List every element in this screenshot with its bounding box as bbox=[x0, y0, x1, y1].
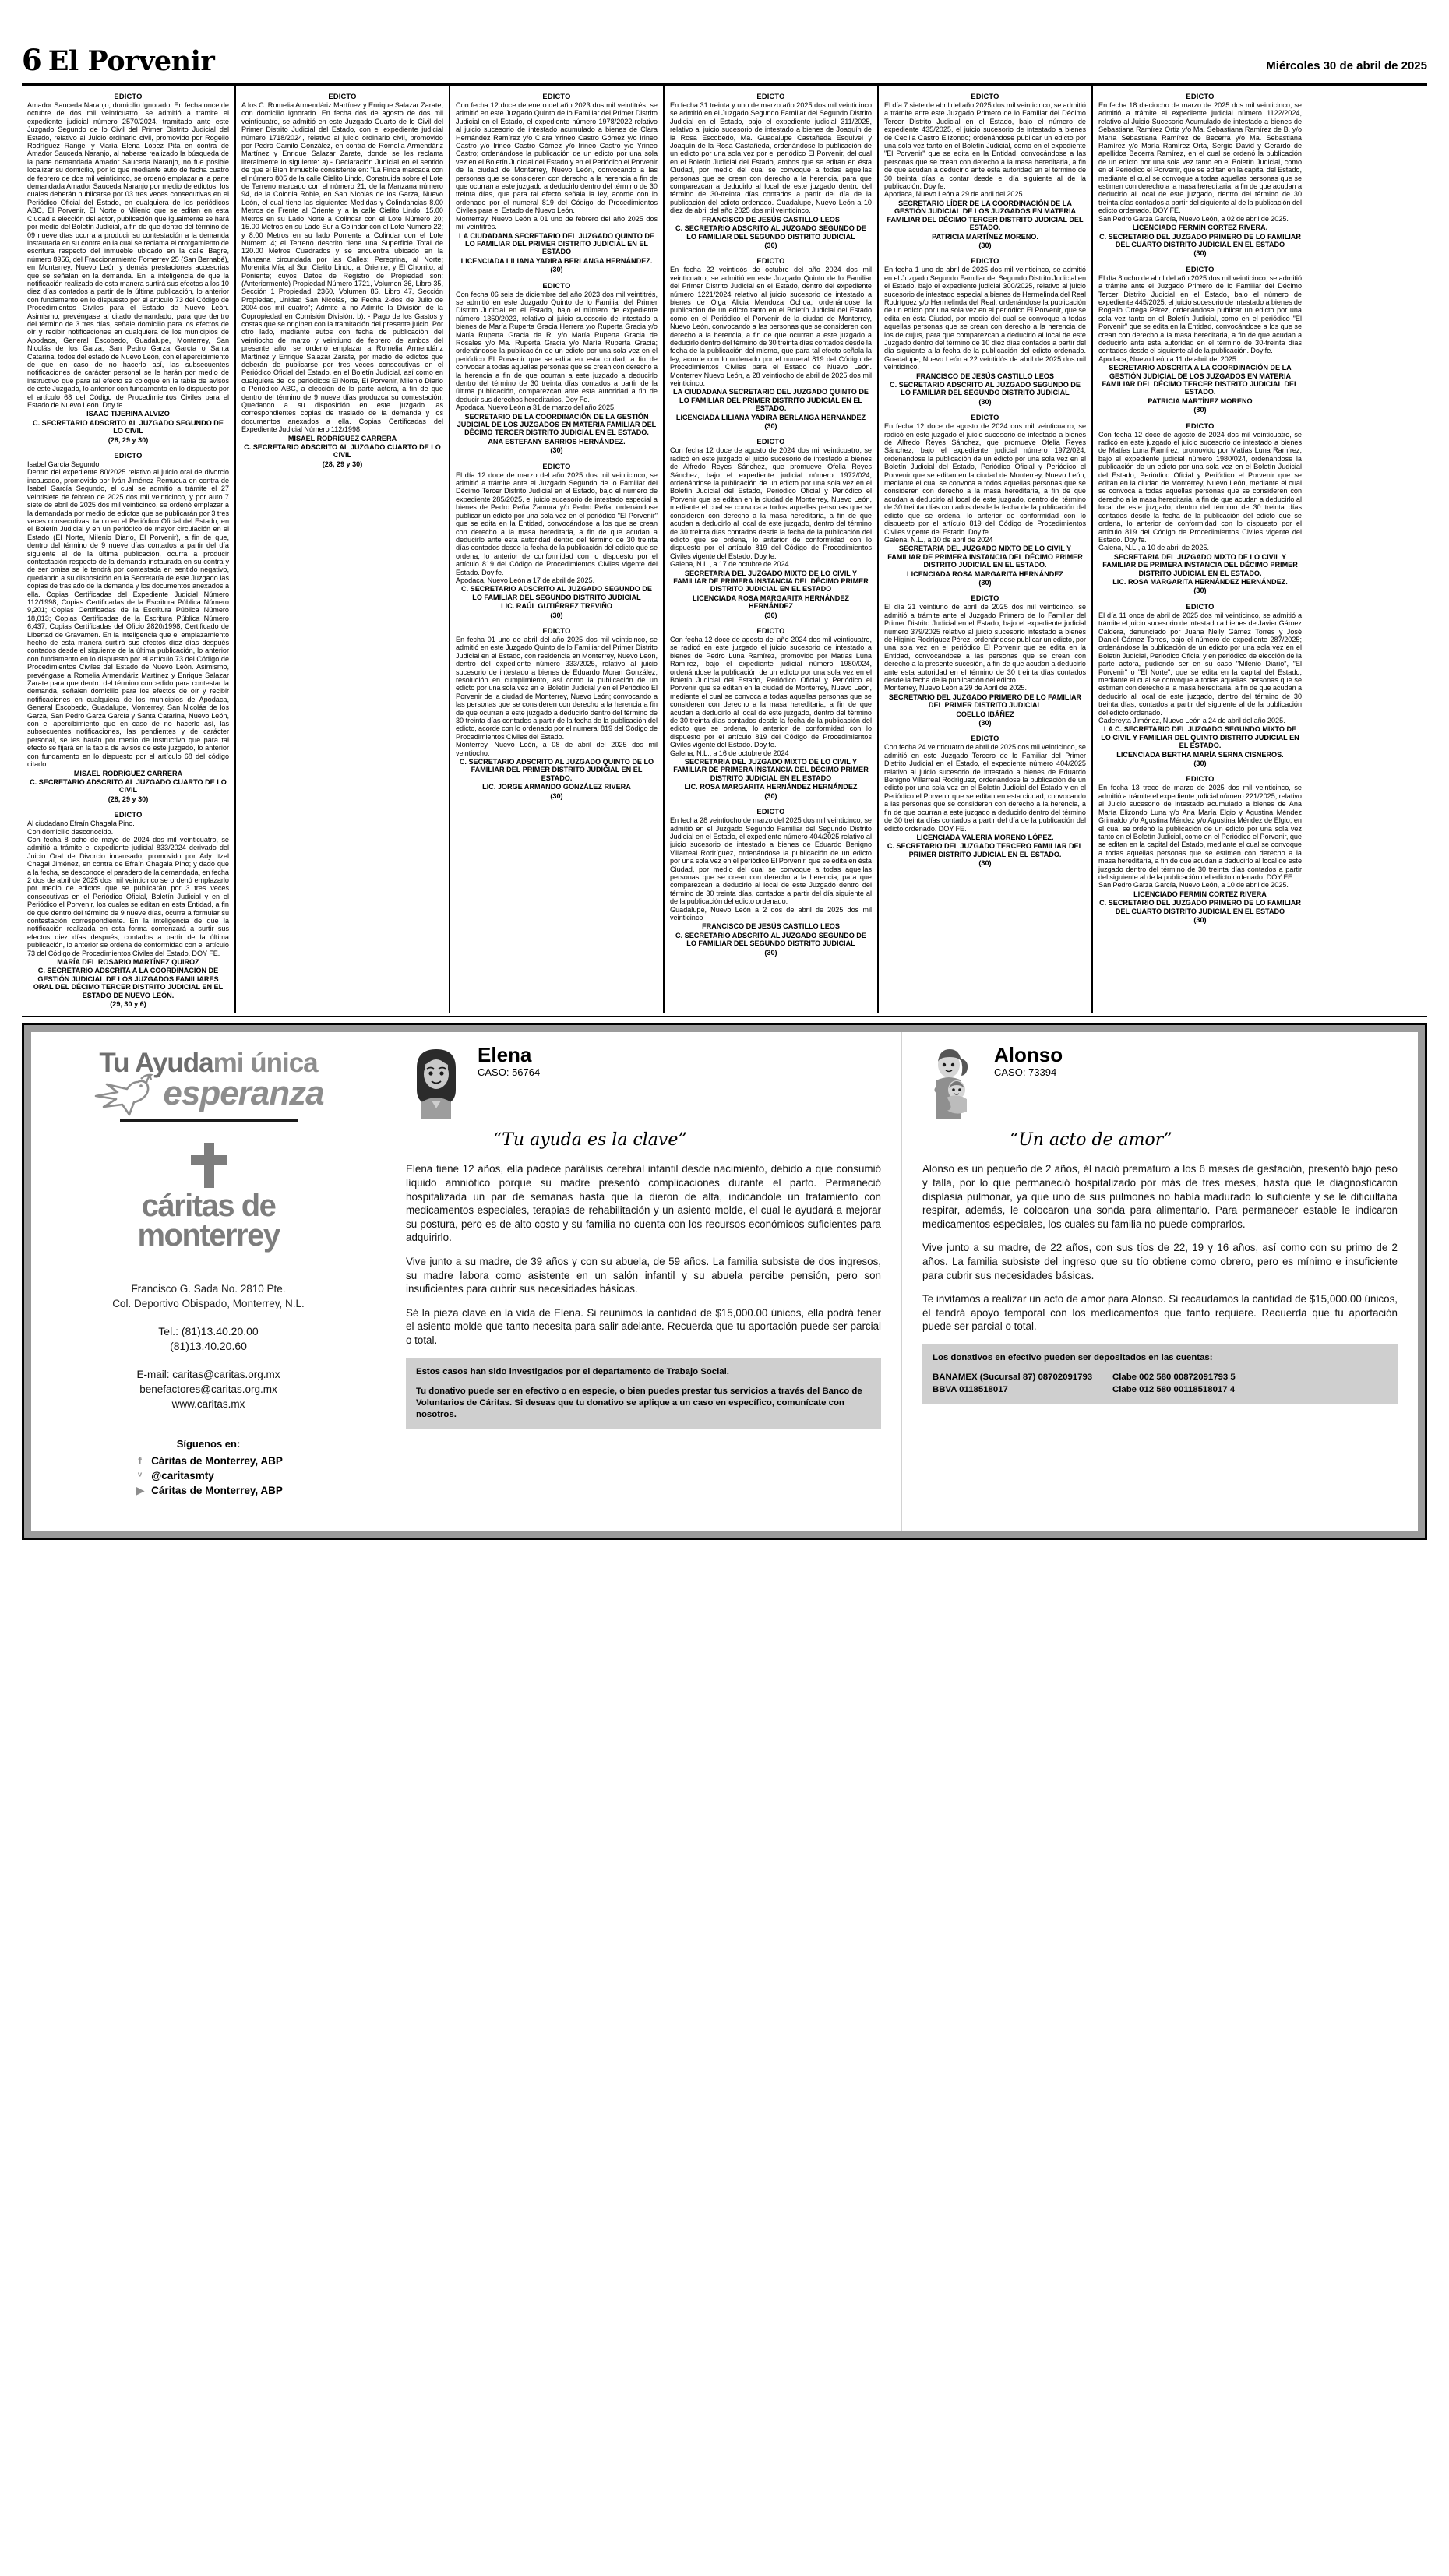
case-name: Elena bbox=[478, 1043, 532, 1067]
classifieds-column bbox=[665, 86, 879, 1013]
case-header bbox=[922, 1045, 1398, 1119]
social-label: Cáritas de Monterrey, ABP bbox=[151, 1485, 283, 1497]
ad-caritas-logo bbox=[44, 1143, 373, 1253]
edict-signature: LA CIUDADANA SECRETARIO DEL JUZGADO QUINTO DE LO FAMILIAR DEL PRIMER DISTRITO JUDICIAL EN EL ESTADO bbox=[459, 231, 654, 256]
edict-signature: (30) bbox=[550, 266, 563, 274]
edict-body: En fecha 12 doce de agosto de 2024 dos mil veinticuatro, se radicó en este juzgado el juicio sucesorio de intestado a bienes de Alfredo Reyes Sánchez, que promueve Ofelia Reyes Sánchez, bajo el expediente judicial número 1972/024, ordenándose la publicación de un edicto por una sola vez en el Boletín Judicial del Estado, Periódico Oficial y Periódico el Porvenir que se editan en la ciudad de Monterrey, Nuevo León, mediante el cual se convoca a todos aquellas personas que se consideren con derecho a la masa hereditaria, a fin de que acudan a deducirlo al local de este juzgado, dentro del término de 30 treinta días contados desde la fecha de la publicación del edicto que se ordena, lo anterior de conformidad con lo dispuesto por el artículo 819 del Código de Procedimientos Civiles vigente del Estado. Doy fe. bbox=[884, 422, 1086, 536]
edict-body: El día 8 ocho de abril del año 2025 dos mil veinticinco, se admitió a trámite ante el Juzgado Primero de lo Familiar del Décimo Tercer Distrito Judicial en el Estado, bajo el número de expediente 445/2025, el juicio sucesorio de intestado a bienes de Rogelio Ortega Pérez, ordenándose publicar un edicto por una sola vez tanto en el Boletín Judicial, como en el periódico "El Porvenir" que se edita en la Entidad, convocándose a los que se crean con derecho a la masa hereditaria, a fin de que acudan a deducirlo ante esta autoridad en el término de 30-treinta días contados desde el siguiente al de la publicación. Doy fe. bbox=[1098, 273, 1302, 355]
newspaper-title: El Porvenir bbox=[48, 45, 215, 77]
edict-signature: SECRETARIA DEL JUZGADO MIXTO DE LO CIVIL Y FAMILIAR DE PRIMERA INSTANCIA DEL DÉCIMO PRIMER DISTRITO JUDICIAL EN EL ESTADO bbox=[673, 569, 869, 594]
edict-body: El día 21 veintiuno de abril de 2025 dos mil veinticinco, se admitió a trámite ante el Juzgado Primero de lo Familiar del Primer Distrito Judicial en el Estado, bajo el expediente judicial número 379/2025 relativo al juicio sucesorio intestado a bienes de Higinio Rodríguez Pérez, ordenándose publicar un edicto, por una sola vez en el periódico El Porvenir que se edita en la Entidad, convocándose a las personas que se crean con derecho a la presente sucesión, a fin de que acudan a deducirlo ante esta autoridad en el término de 30 treinta días contados desde la fecha de la publicación del edicto. bbox=[884, 603, 1086, 684]
edict-signature: PATRICIA MARTÍNEZ MORENO bbox=[1148, 396, 1253, 405]
classifieds-column bbox=[22, 86, 236, 1013]
mother-and-baby-avatar bbox=[922, 1045, 983, 1119]
ad-address bbox=[44, 1281, 373, 1311]
edict-signature: C. SECRETARIO ADSCRITA A LA COORDINACIÓN DE GESTIÓN JUDICIAL DE LOS JUZGADOS FAMILIARES ORAL DEL DÉCIMO TERCER DISTRITO JUDICIAL EN EL ESTADO DE NUEVO LEÓN. bbox=[33, 967, 224, 999]
edict-body: Galena, N.L., a 10 de abril de 2024 bbox=[884, 535, 993, 544]
edict-separator bbox=[670, 430, 872, 435]
girl-avatar bbox=[406, 1045, 467, 1119]
edict-body: En fecha 1 uno de abril de 2025 dos mil veinticinco, se admitió en el Juzgado Segundo Familiar del Segundo Distrito Judicial en el Estado, bajo el expediente judicial 300/2025, relativo al juicio sucesorio de intestado especial a bienes de Hermelinda del Real Rodríguez y/o Hermelinda del Real, ordenándose la publicación de un edicto por una sola vez en el periódico El Porvenir, que se edita en ésta Ciudad, por medio del cual se convoque a todas aquellas personas que se crean con derecho a la herencia de los de cujus, para que comparezcan a deducirlo al local de este Juzgado dentro del término de 10 diez días contados a partir del día siguiente a la fecha de la publicación del edicto ordenado. Guadalupe, Nuevo León a 22 veintidós de abril de 2025 dos mil veinticinco. bbox=[884, 266, 1086, 372]
edict-body: Con domicilio desconocido. bbox=[27, 827, 114, 836]
edict-body: Con fecha 24 veinticuatro de abril de 2025 dos mil veinticinco, se admitió en este Juzgado Tercero de lo Familiar del Primer Distrito Judicial en el Estado, el expediente número 404/2025 relativo al juicio sucesorio de intestado a bienes de Eduardo Benigno Villarreal Rodríguez, ordenándose la publicación de un edicto por una sola vez en el Boletín Judicial del Estado y en el Periódico el Porvenir que se editan en esta ciudad, convocando a las personas que se consideren con derecho a la herencia, a fin de que ocurran a este juzgado a deducirlo dentro del término de 30 treinta días contados a partir del día de la publicación del edicto ordenado. DOY FE. bbox=[884, 743, 1086, 833]
edict-body: Apodaca, Nuevo León a 29 de abril del 2025 bbox=[884, 190, 1023, 199]
ad-dove-row bbox=[44, 1073, 373, 1118]
edict-body: Apodaca, Nuevo León a 31 de marzo del año 2025. bbox=[456, 403, 616, 412]
caritas-advertisement bbox=[22, 1023, 1427, 1540]
edict-signature: (30) bbox=[978, 859, 992, 868]
edict-signature: ISAAC TIJERINA ALVIZO bbox=[86, 410, 170, 418]
edict-signature: (29, 30 y 6) bbox=[110, 1000, 146, 1009]
case-number: CASO: 56764 bbox=[478, 1066, 541, 1079]
facebook-icon: f bbox=[138, 1454, 142, 1468]
edict-separator bbox=[27, 803, 229, 808]
case-paragraph: Alonso es un pequeño de 2 años, él nació prematuro a los 6 meses de gestación, presentó bajo peso y talla, por lo que permaneció hospitalizado por más de tres meses, hasta que le diagnosticaron displasia pulmonar, ya que uno de sus pulmones no había madurado lo suficiente y se le dificultaba respirar, además, le colocaron una sonda para alimentarlo. Para permanecer estable le indicaron medicamentos especiales, los cuales su familia no puede comprarlos. bbox=[922, 1163, 1398, 1230]
ad-tel-line-1: Tel.: (81)13.40.20.00 bbox=[158, 1325, 259, 1338]
case-number: CASO: 73394 bbox=[994, 1066, 1057, 1079]
edict-separator bbox=[27, 444, 229, 449]
classifieds-column bbox=[450, 86, 665, 1013]
edict-separator bbox=[670, 249, 872, 254]
edict-signature: (30) bbox=[978, 578, 992, 587]
ad-address-line-1: Francisco G. Sada No. 2810 Pte. bbox=[131, 1283, 286, 1295]
edict-signature: (30) bbox=[978, 241, 992, 249]
edict-signature: MARÍA DEL ROSARIO MARTÍNEZ QUIROZ bbox=[57, 958, 199, 967]
edict-separator bbox=[456, 619, 658, 624]
edict-signature: (30) bbox=[1193, 406, 1207, 414]
edict-signature: SECRETARIA DEL JUZGADO MIXTO DE LO CIVIL Y FAMILIAR DE PRIMERA INSTANCIA DEL DÉCIMO PRIMER DISTRITO JUDICIAL EN EL ESTADO. bbox=[887, 544, 1083, 569]
edict-signature: LICENCIADA ROSA MARGARITA HERNÁNDEZ HERNÁNDEZ bbox=[693, 594, 849, 611]
edict-body: Apodaca, Nuevo León a 17 de abril de 2025. bbox=[456, 576, 595, 584]
ad-email-2[interactable]: benefactores@caritas.org.mx bbox=[139, 1383, 277, 1396]
masthead-brand bbox=[22, 43, 215, 77]
edict-body: Cadereyta Jiménez, Nuevo León a 24 de abril del año 2025. bbox=[1098, 717, 1285, 725]
ad-social-list bbox=[134, 1454, 283, 1498]
edict-body: Al ciudadano Efraín Chagala Pino. bbox=[27, 819, 135, 828]
edict-heading: EDICTO bbox=[971, 414, 999, 422]
ad-caritas-line-1: cáritas de bbox=[141, 1189, 276, 1224]
edict-body: Con fecha 8 ocho de mayo de 2024 dos mil veinticuatro, se admitió a trámite el expediente judicial 833/2024 derivado del Juicio Oral de Divorcio incausado, promovido por Ady Itzel Chagal Jiménez, en contra de Efraín Chagala Pino; y dado que a la fecha, se desconoce el paradero de la demandada, en fecha 2 dos de abril de 2025 dos mil veinticinco se ordenó emplazarlo por medio de edictos que se publicarán por 3 tres veces consecutivas en el Periódico Oficial, Boletín Judicial y en el Periódico el Porvenir, los cuales se editan en esta Entidad, a fin de que dentro del término de 9 nueve días, ocurra a formular su contestación correspondiente. En la inteligencia de que la notificación realizada en esta forma comenzará a surtir sus efectos diez días después, contados a partir de la última publicación, lo anterior se ordena de conformidad con el artículo 73 del Código de Procedimientos Civiles del Estado. DOY FE. bbox=[27, 835, 229, 957]
edict-signature: C. SECRETARIO ADSCRITO AL JUZGADO SEGUNDO DE LO FAMILIAR DEL SEGUNDO DISTRITO JUDICIAL bbox=[461, 585, 652, 601]
ad-logo-esperanza: esperanza bbox=[163, 1074, 324, 1113]
edict-heading: EDICTO bbox=[114, 93, 143, 100]
edict-signature: LICENCIADA VALERIA MORENO LÓPEZ. bbox=[916, 833, 1054, 841]
edict-separator bbox=[1098, 767, 1302, 772]
edict-signature: COELLO IBÁÑEZ bbox=[956, 710, 1014, 718]
edict-signature: (28, 29 y 30) bbox=[322, 460, 363, 468]
edict-body: San Pedro Garza García, Nuevo León, a 10 de abril de 2025. bbox=[1098, 881, 1289, 890]
case-story bbox=[922, 1162, 1398, 1334]
case-paragraph: Te invitamos a realizar un acto de amor para Alonso. Si recaudamos la cantidad de $15,000.00 únicos, él tendrá apoyo temporal con los medicamentos que tanto requiere. Recuerda que tu aportación puede ser parcial o total. bbox=[922, 1293, 1398, 1333]
edict-signature: SECRETARIO LÍDER DE LA COORDINACIÓN DE LA GESTIÓN JUDICIAL DE LOS JUZGADOS EN MATERIA FAMILIAR DEL DÉCIMO TERCER DISTRITO JUDICIAL DEL ESTADO. bbox=[887, 199, 1084, 232]
edict-body: En fecha 13 trece de marzo de 2025 dos mil veinticinco, se admitió a trámite el expediente judicial número 221/2025, relativo al Juicio sucesorio de intestado acumulado a bienes de Ana María Elizondo Luna y/o Ana María Elgio y Agustina Méndez Grimaldo y/o Agustina Méndez y/o Agustina Méndez de Elgio, en el cual se ordenó la publicación de un edicto por una sola vez tanto en el Boletín Judicial, como en el Periódico el Porvenir, que se editan en la capital del Estado, mediante el cual se convoque a todas aquellas personas que se estimen con derecho a la masa hereditaria, a fin de que acudan a deducirlo al local de este juzgado dentro del término de 30 treinta días contados a partir del siguiente al de la publicación del edicto ordenado. DOY FE. bbox=[1098, 784, 1302, 881]
edict-signature: ANA ESTEFANY BARRIOS HERNÁNDEZ. bbox=[488, 437, 626, 446]
edict-signature: SECRETARIA DEL JUZGADO MIXTO DE LO CIVIL Y FAMILIAR DE PRIMERA INSTANCIA DEL DÉCIMO PRIMER DISTRITO JUDICIAL EN EL ESTADO bbox=[673, 758, 869, 782]
edict-heading: EDICTO bbox=[756, 808, 785, 816]
edict-signature: LICENCIADO FERMIN CORTEZ RIVERA. bbox=[1132, 224, 1268, 232]
edict-heading: EDICTO bbox=[971, 257, 999, 266]
social-link[interactable] bbox=[134, 1483, 283, 1498]
ad-caritas-cari: cári bbox=[141, 1189, 192, 1224]
edict-signature: LICENCIADA LILIANA YADIRA BERLANGA HERNÁNDEZ bbox=[675, 413, 866, 421]
edict-signature: SECRETARIO ADSCRITA A LA COORDINACIÓN DE LA GESTIÓN JUDICIAL DE LOS JUZGADOS EN MATERIA FAMILIAR DEL DÉCIMO TERCER DISTRITO JUDICIAL DEL ESTADO. bbox=[1102, 364, 1299, 396]
case-footer-note bbox=[406, 1358, 881, 1429]
case-header bbox=[406, 1045, 881, 1119]
edict-separator bbox=[670, 800, 872, 805]
edict-heading: EDICTO bbox=[542, 462, 571, 470]
edict-heading: EDICTO bbox=[1186, 602, 1215, 611]
edict-body: En fecha 22 veintidós de octubre del año 2024 dos mil veinticuatro, se admitió en este Juzgado Quinto de lo Familiar del Primer Distrito Judicial en el Estado, dentro del expediente número 1221/2024 relativo al juicio sucesorio de intestado a bienes de Olga Alicia Mendoza Ochoa; ordenándose la publicación de un edicto tanto en el Boletín Judicial del Estado como en el Periódico el Porvenir de la ciudad de Monterrey, Nuevo León, convocando a las personas que se consideren con derecho a la herencia, a fin de que ocurran a este juzgado a deducirlo dentro del término de 30 treinta días contados desde la fecha de la publicación del mismo, que para tal efecto señala la ley, acorde con lo ordenado por el numeral 819 del Código de Procedimientos Civiles para el Estado de Nuevo León. Monterrey Nuevo León, a 28 veintiocho de abril de 2025 dos mil veinticinco. bbox=[670, 266, 872, 387]
edict-body: Monterrey, Nuevo León, a 08 de abril del 2025 dos mil veintiocho. bbox=[456, 741, 658, 757]
case-story bbox=[406, 1162, 881, 1347]
edict-signature: (28, 29 y 30) bbox=[108, 435, 149, 444]
edict-signature: LIC. RAÚL GUTIÉRREZ TREVIÑO bbox=[501, 602, 612, 611]
edict-heading: EDICTO bbox=[756, 438, 785, 446]
edict-signature: (30) bbox=[1193, 249, 1207, 258]
edict-separator bbox=[1098, 414, 1302, 419]
edict-body: Con fecha 12 doce de agosto de 2024 dos mil veinticuatro, se radicó en este juzgado el juicio sucesorio de intestado a bienes de Matías Luna Ramírez, promovido por Matías Luna Ramírez, bajo el expediente judicial número 1980/024, ordenándose la publicación de un edicto por una sola vez en el Boletín Judicial del Estado, Periódico Oficial y Periódico el Porvenir que se editan en la ciudad de Monterrey, Nuevo León, mediante el cual se convoca a todas aquellas personas que se consideren con derecho a la masa hereditaria, a fin de que acudan a deducirlo al local de este juzgado, dentro del término de 30 treinta días contados desde la fecha de la publicación del edicto que se ordena, lo anterior de conformidad con lo dispuesto por el artículo 819 del Código de Procedimientos Civiles vigente del Estado. Doy fe. bbox=[1098, 430, 1302, 544]
edict-signature: (30) bbox=[550, 446, 563, 455]
edict-body: En fecha 31 treinta y uno de marzo año 2025 dos mil veinticinco se admitió en el Juzgado Segundo Familiar del Segundo Distrito Judicial en el Estado, bajo el expediente judicial 311/2025, relativo al juicio sucesorio de intestado a bienes de Joaquín de la Rosa Escobedo, Ma. Guadalupe Castañeda Esquivel y Joaquín de la Rosa Castañeda, ordenándose la publicación de un edicto por una sola vez por el periódico El Porvenir, del cual en el Boletín Judicial del Estado, ambos que se editan en ésta Ciudad, por medio del cual se convoque a todas aquellas personas que se crean con derecho a la herencia, para que comparezcan a deducirlo al local de este juzgado dentro del término de 30-treinta días contados a partir del día de la publicación del edicto ordenado. Guadalupe, Nuevo León a 10 diez de abril del año 2025 dos mil veinticinco. bbox=[670, 101, 872, 215]
case-paragraph: Sé la pieza clave en la vida de Elena. Si reunimos la cantidad de $15,000.00 únicos, ella podrá tener el asiento molde que tanto necesita para salir adelante. Recuerda que tu aportación puede ser parcial o total. bbox=[406, 1306, 881, 1346]
edict-body: Con fecha 12 doce de agosto del año 2024 dos mil veinticuatro, se radicó en este juzgado el juicio sucesorio de intestado a bienes de Pedro Luna Ramírez, promovido por Matías Luna Ramírez, bajo el expediente judicial número 1980/024, ordenándose la publicación de un edicto por una sola vez en el Boletín Judicial del Estado, Periódico Oficial y Periódico el Porvenir que se editan en la ciudad de Monterrey, Nuevo León, mediante el cual se convoca a todas aquellas personas que se consideren con derecho a la masa hereditaria, a fin de que acudan a deducirlo al local de este juzgado, dentro del término de 30 treinta días contados desde la fecha de la publicación del edicto que se ordena, lo anterior de conformidad con lo dispuesto por el artículo 819 del Código de Procedimientos Civiles vigente del Estado. Doy fe. bbox=[670, 635, 872, 749]
edict-heading: EDICTO bbox=[542, 93, 571, 100]
dove-icon bbox=[93, 1073, 161, 1118]
edict-separator bbox=[1098, 924, 1302, 929]
youtube-icon: ▶ bbox=[136, 1484, 144, 1497]
edict-signature: FRANCISCO DE JESÚS CASTILLO LEOS bbox=[702, 215, 840, 224]
case-paragraph: Elena tiene 12 años, ella padece parálisis cerebral infantil desde nacimiento, debido a que consumió líquido amniótico porque su madre presentó complicaciones durante el parto. Permaneció hospitalizada un par de semanas hasta que la dieron de alta, indicándole un tratamiento con medicamentos especiales, terapias de rehabilitación y un asiento molde, el cual le ayudará a mejorar su postura, pero es de alto costo y su familia no cuenta con los recursos económicos suficientes para adquirirlo. bbox=[406, 1163, 881, 1244]
edict-signature: (30) bbox=[550, 611, 563, 619]
edict-signature: FRANCISCO DE JESÚS CASTILLO LEOS bbox=[702, 922, 840, 931]
edict-separator bbox=[670, 619, 872, 624]
edict-signature: FRANCISCO DE JESÚS CASTILLO LEOS bbox=[916, 372, 1054, 380]
edict-separator bbox=[884, 406, 1086, 411]
edict-signature: LIC. ROSA MARGARITA HERNÁNDEZ HERNÁNDEZ. bbox=[1112, 577, 1288, 586]
edict-separator bbox=[456, 800, 658, 805]
ad-website[interactable]: www.caritas.mx bbox=[171, 1398, 245, 1411]
edict-body: En fecha 18 dieciocho de marzo de 2025 dos mil veinticinco, se admitió a trámite el expediente judicial número 1122/2024, relativo al Juicio Sucesorio Acumulado de intestado a bienes de Sebastiana Ramírez Ortiz y/o Ma. Sebastiana Ramírez de B. y/o María Sebastiana Ramírez de Becerra y/o Ma. Sebastiana Ramírez y/o María Ramírez Orta, Sergio David y Gerardo de apellidos Becerra Ramírez, en el cual se ordenó la publicación de un edicto por una sola vez tanto en el Boletín Judicial, como en el Periódico el Porvenir, que se editan en la capital del Estado, mediante el cual se convoque a todas aquellas personas que se estimen con derecho a la masa hereditaria, a fin de que acudan a deducirlo al local de este juzgado, dentro del término de 30 treinta días contados a partir del siguiente al de la publicación del edicto ordenado. DOY FE. bbox=[1098, 101, 1302, 215]
edict-signature: C. SECRETARIO ADSCRITO AL JUZGADO CUARTO DE LO CIVIL bbox=[244, 443, 441, 460]
case-paragraph: Vive junto a su madre, de 39 años y con su abuela, de 59 años. La familia subsiste de dos ingresos, su madre labora como asistente en un salón infantil y su abuela percibe pensión, pero son insuficientes para cubrir sus necesidades básicas. bbox=[406, 1256, 881, 1295]
edict-body: Guadalupe, Nuevo León a 2 dos de abril de 2025 dos mil veinticinco bbox=[670, 905, 872, 922]
edict-heading: EDICTO bbox=[114, 452, 143, 460]
footer-note-line: Tu donativo puede ser en efectivo o en especie, o bien puedes prestar tus servicios a través del Banco de Voluntarios de Cáritas. Si deseas que tu donativo se aplique a un caso en específico, comunícate con nosotros. bbox=[416, 1386, 862, 1419]
issue-date: Miércoles 30 de abril de 2025 bbox=[1266, 59, 1427, 72]
ad-case-alonso bbox=[901, 1032, 1418, 1531]
edict-separator bbox=[456, 455, 658, 460]
edict-separator bbox=[884, 249, 1086, 254]
edict-heading: EDICTO bbox=[756, 257, 785, 266]
page-number: 6 bbox=[22, 43, 41, 77]
ad-address-line-2: Col. Deportivo Obispado, Monterrey, N.L. bbox=[112, 1298, 305, 1310]
masthead bbox=[22, 0, 1427, 83]
edict-body: Galena, N.L., a 10 de abril de 2025. bbox=[1098, 544, 1209, 552]
edict-signature: SECRETARIO DEL JUZGADO PRIMERO DE LO FAMILIAR DEL PRIMER DISTRITO JUDICIAL bbox=[888, 692, 1082, 710]
edict-signature: LICENCIADA ROSA MARGARITA HERNÁNDEZ bbox=[907, 569, 1063, 578]
edict-separator bbox=[27, 1008, 229, 1013]
edict-separator bbox=[456, 274, 658, 279]
edict-signature: LA CIUDADANA SECRETARIO DEL JUZGADO QUINTO DE LO FAMILIAR DEL PRIMER DISTRITO JUDICIAL EN EL ESTADO. bbox=[673, 388, 869, 413]
edict-body: Isabel García Segundo bbox=[27, 460, 100, 469]
edict-signature: LIC. JORGE ARMANDO GONZÁLEZ RIVERA bbox=[482, 783, 631, 791]
edict-signature: C. SECRETARIO ADSCRITO AL JUZGADO SEGUNDO DE LO CIVIL bbox=[33, 418, 224, 435]
classifieds-column bbox=[236, 86, 450, 1013]
edict-body: A los C. Romelia Armendáriz Martínez y Enrique Salazar Zarate, con domicilio ignorado. En fecha dos de agosto de dos mil veinticuatro, se admitió en este Juzgado Cuarto de lo Civil del Primer Distrito Judicial del Estado, con el expediente judicial número 1718/2024, relativo al juicio ordinario civil, promovido por Pedro Camilo González, en contra de Romelia Armendáriz Martínez y Enrique Salazar Zarate, donde se les reclama literalmente lo siguiente: a).- Declaración Judicial en el sentido de que el Bien Inmueble consistente en: "La Finca marcada con el número 805 de la calle Cielito Lindo, Construida sobre el Lote de Terreno marcado con el número 21, de la Manzana número 94, de la Colonia Roble, en San Nicolás de los Garza, Nuevo León, el cual tiene las siguientes Medidas y Colindancias 8.00 Metros de Frente al Oriente y a la calle Cielito Lindo; 15.00 Metros en su Lado Norte a Colindar con el Lote Número 20; 15.00 Metros en su Lado Sur a Colindar con el Lote Numero 22; y 8.00 Metros en su lado Poniente a Colindar con el Lote Número 4; el Terreno descrito tiene una Superficie Total de 120.00 Metros Cuadrados y se encuentra ubicado en la Manzana circundada por las Calles: Peregrina, al Norte; Morenita Mía, al Sur, Cielito Lindo, al Oriente; y El Chorrito, al Poniente; cuyos Datos de Registro de Propiedad son: (Anteriormente) Propiedad Número 1721, Volumen 36, Libro 35, Sección 1 Propiedad, 2360, Volumen 86, Libro 47, Sección Propiedad, Unidad San Nicolás, de Fecha 2-dos de Julio de 2004-dos mil cuatro"; Admite a no Admite la División de la Copropiedad en Comisión División. b). - Pago de los Gastos y costas que se originen con la tramitación del presente juicio. Por otro lado, mediante autos con fecha de publicación del veintiocho de marzo y veintiuno de febrero de ambos del presente año, se ordenó emplazar a Romelia Armendáriz Martínez y Enrique Salazar Zarate, por medio de edictos que deberán de publicarse por tres veces consecutivas en el Periódico Oficial del Estado, en el Boletín Judicial, así como en cualquiera de los periódicos El Norte, El Porvenir, Milenio Diario o Periódico ABC, a elección de la parte actora, a fin de que dentro del término de 9 nueve días produzca su contestación. Quedando a su disposición en este juzgado las correspondientes copias de traslado de la demanda y los documentos anexados a ella. Copias Certificadas del Expediente Judicial Número 112/1998. bbox=[242, 101, 443, 434]
ad-case-elena bbox=[386, 1032, 901, 1531]
edict-signature: (30) bbox=[550, 791, 563, 800]
edict-separator bbox=[242, 468, 443, 473]
bank-clabe: Clabe 012 580 00118518017 4 bbox=[1112, 1384, 1236, 1394]
case-identity bbox=[478, 1045, 540, 1078]
edict-heading: EDICTO bbox=[1186, 265, 1215, 273]
ad-inner bbox=[31, 1032, 1418, 1531]
edict-signature: (30) bbox=[1193, 587, 1207, 595]
edict-signature: C. SECRETARIO DEL JUZGADO PRIMERO DE LO FAMILIAR DEL CUARTO DISTRITO JUDICIAL EN EL ESTADO bbox=[1099, 232, 1301, 248]
edict-body: Galena, N.L., a 16 de octubre de 2024 bbox=[670, 749, 789, 757]
edict-body: El día 12 doce de marzo del año 2025 dos mil veinticinco, se admitió a trámite ante el Juzgado Segundo de lo Familiar del Décimo Tercer Distrito Judicial en el Estado, bajo el número de expediente 285/2025, el juicio sucesorio de intestado especial a bienes de Pedro Peña Zamora y/o Pedro Peña, ordenándose publicar un edicto por una sola vez en el periódico "El Porvenir" que se edita en la Entidad, convocándose a los que se crean con derecho a la masa hereditaria, a fin de que acudan a deducirlo ante esta autoridad dentro del término de 30 treinta días contados desde la fecha de la publicación del edicto que se ordena, lo anterior de conformidad con lo dispuesto por el artículo 819 del Código de Procedimientos Civiles vigente del Estado. Doy fe. bbox=[456, 470, 658, 576]
edict-body: El día 11 once de abril de 2025 dos mil veinticinco, se admitió a trámite el juicio sucesorio de intestado a bienes de Javier Gámez Caldera, denunciado por Juana Nelly Gámez Torres y José Daniel Gámez Torres, bajo el número de expediente 287/2025; ordenándose la publicación de un edicto por una sola vez en el Boletín Judicial, Periódico Oficial y en periódico de elección de la parte actora, pudiendo ser en su caso "Milenio Diario", "El Porvenir" o "El Norte", que se edita en la capital del Estado, mediante el cual se convoque a todas aquellas personas que se estimen con derecho a la masa hereditaria, a fin de que acudan a deducirlo al local de este juzgado, dentro del término de 30 treinta días, contados a partir del siguiente al de la publicación del edicto ordenado. bbox=[1098, 611, 1302, 717]
case-paragraph: Vive junto a su madre, de 22 años, con sus tíos de 22, 19 y 16 años, así como con su primo de 2 años. La familia subsiste del ingreso que su tío obtiene como obrero, pero es mínimo e insuficiente para cubrir sus necesidades básicas. bbox=[922, 1242, 1398, 1281]
bank-intro: Los donativos en efectivo pueden ser depositados en las cuentas: bbox=[933, 1353, 1213, 1362]
social-label: @caritasmty bbox=[151, 1470, 214, 1482]
edict-signature: C. SECRETARIO ADSCRITO AL JUZGADO SEGUNDO DE LO FAMILIAR DEL SEGUNDO DISTRITO JUDICIAL bbox=[890, 381, 1081, 397]
twitter-icon: ᵛ bbox=[138, 1469, 143, 1482]
classifieds-grid bbox=[22, 86, 1427, 1013]
edict-signature: C. SECRETARIO ADSCRITO AL JUZGADO SEGUNDO DE LO FAMILIAR DEL SEGUNDO DISTRITO JUDICIAL bbox=[675, 931, 866, 948]
edict-signature: LA C. SECRETARIO DEL JUZGADO SEGUNDO MIXTO DE LO CIVIL Y FAMILIAR DEL QUINTO DISTRITO JUDICIAL EN EL ESTADO. bbox=[1101, 725, 1299, 750]
edict-body: Con fecha 12 doce de agosto de 2024 dos mil veinticuatro, se radicó en este juzgado el juicio sucesorio de intestado a bienes de Alfredo Reyes Sánchez, que promueve Ofelia Reyes Sánchez, bajo el expediente judicial número 1972/024, ordenándose la publicación de un edicto por una sola vez en el Boletín Judicial del Estado, Periódico Oficial y Periódico el Porvenir que se editan en la ciudad de Monterrey, Nuevo León, mediante el cual se convoca a todos aquellas personas que se consideren con derecho a la masa hereditaria, a fin de que acudan a deducirlo al local de este juzgado, dentro del término de 30 treinta días contados desde la fecha de la publicación del edicto que se ordena, lo anterior de conformidad con lo dispuesto por el artículo 819 del Código de Procedimientos Civiles vigente del Estado. Doy fe. bbox=[670, 446, 872, 560]
ad-logo-underline bbox=[120, 1119, 298, 1122]
social-link[interactable] bbox=[134, 1468, 283, 1483]
edict-heading: EDICTO bbox=[1186, 421, 1215, 430]
edict-body: Amador Sauceda Naranjo, domicilio Ignorado. En fecha once de octubre de dos mil veinticuatro, se admitió a trámite el expediente judicial número 2570/2024, tramitado ante este Juzgado Segundo de lo Civil del Primer Distrito Judicial del Estado, relativo al Juicio ordinario civil, promovido por Rogelio Rodríguez Rangel y María Elena López Pita en contra de Amador Sauceda Naranjo, al haberse realizado la búsqueda de la parte demandada Amador Sauceda Naranjo, no fue posible localizar su domicilio, por lo que mediante auto de fecha cuatro de febrero de dos mil veinticinco, se ordenó emplazar a la parte demandada Amador Sauceda Naranjo por medio de edictos, los cuales deberán publicarse por 03 tres veces consecutivas en el Periódico Oficial del Estado, en cualquiera de los periódicos ABC, El Porvenir, El Norte o Milenio que se editan en esta Ciudad a elección del actor, publicación que igualmente se hará por medio del Boletín Judicial, a fin de que dentro del término de 09 nueve días ocurra a producir su contestación a la demanda instaurada en su contra en la cual se reclama el otorgamiento de escritura respecto del inmueble ubicado en la calle Bagre, número 8956, del Fraccionamiento Fomerrey 25 (San Bernabé), en Monterrey, Nuevo León y demás prestaciones accesorias que se señalan en la demanda. En la inteligencia de que la notificación realizada de esta manera surtirá sus efectos a los 10 diez días contados a partir de la última publicación, lo anterior con fundamento en lo dispuesto por el artículo 73 del Código de Procedimientos Civiles para el Estado de Nuevo León. Asimismo, prevéngase al citado demandado, para que dentro del término de 3 tres días, señale domicilio para los efectos de oír y recibir notificaciones en cualquiera de los municipios de Apodaca, General Escobedo, Guadalupe, Monterrey, San Nicolás de los Garza, San Pedro Garza García o Santa Catarina, todos del estado de Nuevo León, con el apercibimiento de que en caso de no hacerlo así, las subsecuentes notificaciones de carácter personal se le harán por medio de instructivo que para tal efecto se coloque en la tabla de avisos de este Juzgado, lo anterior con fundamento en lo dispuesto por el artículo 68 del Código de Procedimientos Civiles para el Estado de Nuevo León. Doy fe. bbox=[27, 101, 229, 410]
edict-signature: (30) bbox=[764, 948, 777, 957]
edict-heading: EDICTO bbox=[756, 93, 785, 100]
edict-signature: SECRETARIO DE LA COORDINACIÓN DE LA GESTIÓN JUDICIAL DE LOS JUZGADOS EN MATERIA FAMILIAR DEL DÉCIMO TERCER DISTRITO JUDICIAL EN EL ESTADO. bbox=[457, 412, 657, 437]
edict-heading: EDICTO bbox=[1186, 93, 1215, 100]
edict-signature: (30) bbox=[978, 397, 992, 406]
edict-signature: (30) bbox=[764, 611, 777, 619]
bank-account-row bbox=[933, 1384, 1387, 1397]
ad-caritas-line-2: monterrey bbox=[137, 1218, 280, 1253]
edict-body: Con fecha 12 doce de enero del año 2023 dos mil veintitrés, se admitió en este Juzgado Quinto de lo Familiar del Primer Distrito Judicial en el Estado, el expediente número 1978/2022 relativo al juicio sucesorio de intestado acumulado a bienes de Clara Hernández Ramírez y/o Clara Yrineo Castro Gómez y/o Irineo Castro y/o Irineo Castro Gómez y/o Irineo Castro y/o Yrineo Castro; ordenándose la publicación de un edicto por una sola vez en el Boletín Judicial del Estado y en el Periódico el Porvenir de la ciudad de Monterrey, Nuevo León, convocando a las personas que se consideren con derecho a la herencia a fin de que ocurran a este juzgado a deducirlo dentro del término de 30 treinta días, que para tal efecto señala la ley, acorde con lo ordenado por el numeral 819 del Código de Procedimientos Civiles para el Estado de Nuevo León. bbox=[456, 101, 658, 215]
classifieds-bottom-rule bbox=[22, 1016, 1427, 1017]
bank-name: BANAMEX (Sucursal 87) 08702091793 bbox=[933, 1373, 1093, 1382]
edict-heading: EDICTO bbox=[971, 735, 999, 743]
edict-signature: (30) bbox=[764, 791, 777, 800]
edict-heading: EDICTO bbox=[971, 93, 999, 100]
edict-body: Galena, N.L., a 17 de octubre de 2024 bbox=[670, 560, 789, 569]
ad-caritas-as-de: as de bbox=[201, 1189, 276, 1224]
edict-separator bbox=[884, 587, 1086, 591]
edict-heading: EDICTO bbox=[542, 626, 571, 635]
ad-email-1[interactable]: E-mail: caritas@caritas.org.mx bbox=[136, 1369, 280, 1381]
edict-separator bbox=[1098, 595, 1302, 600]
edict-body: Dentro del expediente 80/2025 relativo al juicio oral de divorcio incausado, promovido por Iván Jiménez Remucua en contra de Isabel García Segundo, el cual se admitió a trámite el 27 veintisiete de febrero de 2025 dos mil veinticinco, y por auto 7 siete de abril de 2025 dos mil veinticinco, se ordenó emplazar a la demandada por medio de edictos que se publicarán por 3 tres veces consecutivas, tanto en el Periódico Oficial del Estado, en el Boletín Judicial y en un periódico de mayor circulación en el Estado (El Norte, Milenio Diario, El Porvenir), a fin de que, dentro del término de 9 nueve días contados a partir del día siguiente al de la última publicación, ocurra a producir contestación respecto de la demanda instaurada en su contra y de ser omisa se le tendrá por contestada en sentido negativo, quedando a su disposición en la Secretaría de este Juzgado las copias de traslado de la demanda y los documentos anexados a ella. Copias Certificadas del Expediente Judicial Número 112/1998; Copias Certificadas de la Escritura Pública Número 9,201; Copias Certificadas de la Escritura Pública Número 18,013; Copias Certificadas de la Escritura Pública Número 6,437; Copias Certificadas del Oficio 2820/1998; Certificado de Libertad de Gravamen. En la inteligencia que el emplazamiento hecho de esta manera surtirá sus efectos diez días después contados desde el siguiente de la última publicación, lo anterior con fundamento en lo dispuesto por el artículo 73 del Código de Procedimientos Civiles del Estado de Nuevo León. Asimismo, prevéngase a Romelia Armendáriz Martínez y Enrique Salazar Zarate para que dentro del término concedido para contestar la demanda, señalen domicilio para los efectos de oír y recibir notificaciones en cualquiera de los municipios de Apodaca, General Escobedo, Guadalupe, Monterrey, San Nicolás de los Garza, San Pedro Garza García y Santa Catarina, Nuevo León, con el apercibimiento que en caso de no hacerlo así, las subsecuentes notificaciones, las pendientes y de carácter personal, se les harán por medio de instructivo que para tal efecto se fijará en la tabla de avisos de este juzgado, lo anterior con fundamento en lo dispuesto por el artículo 68 del código citado. bbox=[27, 468, 229, 769]
edict-heading: EDICTO bbox=[756, 626, 785, 635]
bank-name: BBVA 0118518017 bbox=[933, 1384, 1008, 1394]
edict-separator bbox=[884, 868, 1086, 872]
classifieds-column bbox=[1093, 86, 1307, 1013]
edict-signature: MISAEL RODRÍGUEZ CARRERA bbox=[287, 434, 397, 442]
edict-body: Monterrey, Nuevo León a 01 uno de febrero del año 2025 dos mil veintitrés. bbox=[456, 214, 658, 231]
edict-signature: LICENCIADO FERMIN CORTEZ RIVERA bbox=[1133, 890, 1267, 898]
edict-separator bbox=[670, 957, 872, 961]
social-label: Cáritas de Monterrey, ABP bbox=[151, 1455, 283, 1468]
edict-signature: (30) bbox=[764, 422, 777, 431]
ad-branding-panel bbox=[31, 1032, 386, 1531]
edict-signature: (30) bbox=[764, 241, 777, 249]
edict-signature: C. SECRETARIO ADSCRITO AL JUZGADO QUINTO DE LO FAMILIAR DEL PRIMER DISTRITO JUDICIAL EN EL ESTADO. bbox=[459, 758, 654, 782]
edict-signature: C. SECRETARIO DEL JUZGADO PRIMERO DE LO FAMILIAR DEL CUARTO DISTRITO JUDICIAL EN EL ESTADO bbox=[1099, 899, 1301, 915]
ad-logo-tu-ayuda: Tu Ayuda bbox=[99, 1048, 213, 1079]
bank-account-row bbox=[933, 1372, 1387, 1384]
case-slogan: “Tu ayuda es la clave” bbox=[493, 1130, 687, 1151]
edict-body: San Pedro Garza García, Nuevo León, a 02 de abril de 2025. bbox=[1098, 214, 1289, 223]
edict-signature: PATRICIA MARTÍNEZ MORENO. bbox=[932, 232, 1038, 241]
social-link[interactable] bbox=[134, 1454, 283, 1468]
edict-body: En fecha 01 uno de abril del año 2025 dos mil veinticinco, se admitió en este Juzgado Quinto de lo Familiar del Primer Distrito Judicial en el Estado, con residencia en Monterrey, Nuevo León, dentro del expediente número 333/2025, relativo al juicio sucesorio de intestado a bienes de Eduardo Moran González; resolución en cumplimiento, así como la publicación de un edicto por una sola vez en el Boletín Judicial y en el Periódico El Porvenir de la ciudad de Monterrey, Nuevo León; convocando a las personas que se consideren con derecho a la herencia a fin de que ocurran a este juzgado a deducirlo dentro del término de 30 treinta días contados a partir de la fecha de la publicación del edicto, acorde con lo ordenado por el numeral 819 del Código de Procedimientos Civiles del Estado. bbox=[456, 635, 658, 741]
classifieds-column bbox=[879, 86, 1093, 1013]
case-name: Alonso bbox=[994, 1043, 1063, 1067]
case-footer-note bbox=[922, 1344, 1398, 1404]
edict-signature: MISAEL RODRÍGUEZ CARRERA bbox=[73, 769, 183, 777]
edict-heading: EDICTO bbox=[542, 281, 571, 290]
edict-body: En fecha 28 veintiocho de marzo del 2025 dos mil veinticinco, se admitió en el Juzgado Segundo Familiar del Segundo Distrito Judicial en el Estado, el expediente número 404/2025 relativo al juicio sucesorio de intestado a bienes de Eduardo Benigno Villarreal Rodríguez, ordenándose la publicación de un edicto por una sola vez en el periódico El Porvenir, que se edita en ésta Ciudad, por medio del cual se convoque a todas aquellas personas que se crean con derecho a la herencia, para que comparezcan a deducirlo al local de este Juzgado dentro del término de 30 treinta días, contados a partir del día siguiente al de la publicación del edicto ordenado. bbox=[670, 816, 872, 906]
edict-body: Con fecha 06 seis de diciembre del año 2023 dos mil veintitrés, se admitió en este Juzgado Quinto de lo Familiar del Primer Distrito Judicial en el Estado, bajo el número de expediente número 1350/2023, relativo al juicio sucesorio de intestado a bienes de María Ruperta Gracia Herrera y/o Ruperta Gracia y/o María Ruperta Gracia de R. y/o María Ruperta Gracia de Rosales y/o Ma. Ruperta Gracia y/o María Ruperta Gracia; ordenándose la publicación de un edicto por una sola vez en el periódico El Porvenir que se edita en esta ciudad, a fin de convocar a todas aquellas personas que se crean con derecho a la herencia a fin de que ocurran a este juzgado a deducirlo dentro del término de 30 treinta días contados a partir de la última publicación, comparezcan ante esta autoridad a fin de deducir sus derechos hereditarios. Doy Fe. bbox=[456, 290, 658, 403]
case-slogan: “Un acto de amor” bbox=[1010, 1130, 1172, 1151]
edict-signature: C. SECRETARIO ADSCRITO AL JUZGADO CUARTO DE LO CIVIL bbox=[30, 777, 227, 795]
cross-icon bbox=[187, 1143, 231, 1189]
edict-body: El día 7 siete de abril del año 2025 dos mil veinticinco, se admitió a trámite ante este Juzgado Primero de lo Familiar del Décimo Tercer Distrito Judicial en el Estado, bajo el número de expediente 435/2025, el juicio sucesorio de intestado a bienes de Cecilia Castro Elizondo; ordenándose publicar un edicto por una sola vez tanto en el Boletín Judicial, como en el expediente "El Porvenir" que se edita en la Entidad, convocándose a las personas que se crean con derecho a la masa hereditaria, a fin de que acudan a deducirlo ante esta autoridad en el término de 30 treinta días a contar desde el día siguiente al de la publicación. Doy fe. bbox=[884, 101, 1086, 191]
edict-body: Apodaca, Nuevo León a 11 de abril del 2025. bbox=[1098, 354, 1239, 363]
ad-logo-mi-unica: mi única bbox=[213, 1048, 318, 1079]
ad-telephone bbox=[44, 1324, 373, 1354]
edict-signature: (30) bbox=[1193, 759, 1207, 768]
ad-follow-label: Síguenos en: bbox=[176, 1438, 241, 1450]
edict-heading: EDICTO bbox=[971, 594, 999, 603]
bank-clabe: Clabe 002 580 00872091793 5 bbox=[1112, 1373, 1236, 1382]
edict-signature: C. SECRETARIO DEL JUZGADO TERCERO FAMILIAR DEL PRIMER DISTRITO JUDICIAL EN EL ESTADO. bbox=[887, 842, 1084, 858]
edict-signature: C. SECRETARIO ADSCRITO AL JUZGADO SEGUNDO DE LO FAMILIAR DEL SEGUNDO DISTRITO JUDICIAL bbox=[675, 224, 866, 241]
case-identity bbox=[994, 1045, 1063, 1078]
edict-signature: LICENCIADA LILIANA YADIRA BERLANGA HERNÁNDEZ. bbox=[460, 256, 653, 265]
edict-signature: SECRETARIA DEL JUZGADO MIXTO DE LO CIVIL Y FAMILIAR DE PRIMERA INSTANCIA DEL DÉCIMO PRIMER DISTRITO JUDICIAL EN EL ESTADO. bbox=[1102, 552, 1298, 577]
edict-separator bbox=[884, 727, 1086, 731]
edict-body: Monterrey, Nuevo León a 29 de Abril de 2025. bbox=[884, 684, 1027, 692]
edict-heading: EDICTO bbox=[1186, 775, 1215, 784]
edict-signature: (30) bbox=[978, 719, 992, 728]
footer-note-line: Estos casos han sido investigados por el departamento de Trabajo Social. bbox=[416, 1366, 729, 1376]
edict-signature: (30) bbox=[1193, 915, 1207, 924]
edict-heading: EDICTO bbox=[328, 93, 357, 100]
edict-heading: EDICTO bbox=[114, 811, 143, 819]
ad-tel-line-2: (81)13.40.20.60 bbox=[170, 1340, 247, 1353]
edict-signature: LIC. ROSA MARGARITA HERNÁNDEZ HERNÁNDEZ bbox=[684, 783, 858, 791]
ad-email-block bbox=[44, 1367, 373, 1411]
edict-separator bbox=[1098, 258, 1302, 263]
edict-signature: (28, 29 y 30) bbox=[108, 795, 149, 803]
edict-signature: LICENCIADA BERTHA MARÍA SERNA CISNEROS. bbox=[1116, 750, 1284, 759]
